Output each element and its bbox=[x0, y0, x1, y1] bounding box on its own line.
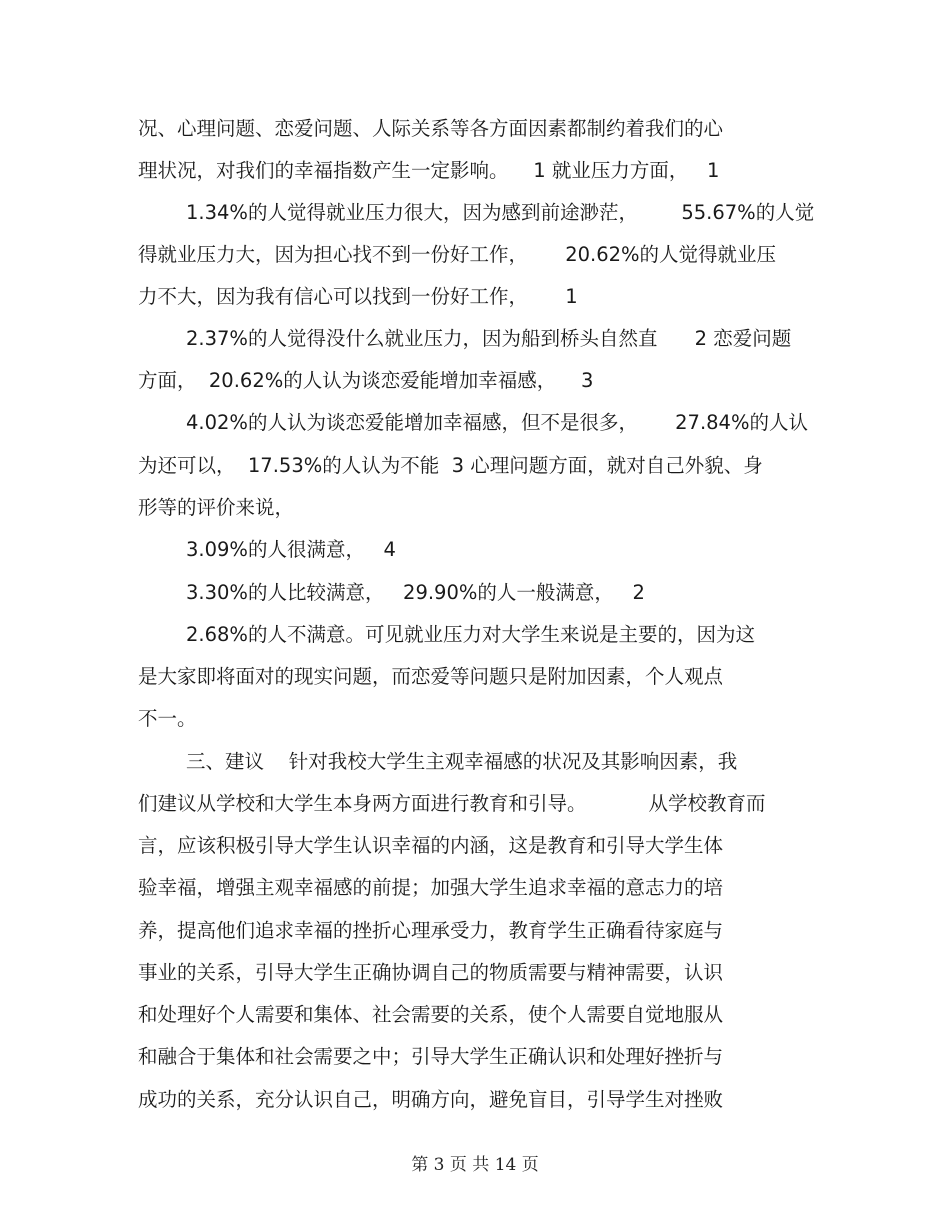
text-line: 况、心理问题、恋爱问题、人际关系等各方面因素都制约着我们的心 bbox=[138, 117, 724, 140]
text-line: 2.37%的人觉得没什么就业压力，因为船到桥头自然直 2 恋爱问题 bbox=[186, 327, 792, 350]
text-line: 力不大，因为我有信心可以找到一份好工作， 1 bbox=[138, 285, 578, 308]
text-line: 4.02%的人认为谈恋爱能增加幸福感，但不是很多， 27.84%的人认 bbox=[186, 411, 808, 434]
text-line: 言，应该积极引导大学生认识幸福的内涵，这是教育和引导大学生体 bbox=[138, 834, 724, 857]
text-line: 2.68%的人不满意。可见就业压力对大学生来说是主要的，因为这 bbox=[186, 623, 755, 646]
text-line: 方面， 20.62%的人认为谈恋爱能增加幸福感， 3 bbox=[138, 369, 594, 392]
text-line: 和处理好个人需要和集体、社会需要的关系，使个人需要自觉地服从 bbox=[138, 1003, 724, 1026]
text-line: 和融合于集体和社会需要之中；引导大学生正确认识和处理好挫折与 bbox=[138, 1045, 724, 1068]
text-line: 理状况，对我们的幸福指数产生一定影响。 1 就业压力方面， 1 bbox=[138, 159, 720, 182]
text-line: 3.09%的人很满意， 4 bbox=[186, 538, 396, 561]
text-line: 1.34%的人觉得就业压力很大，因为感到前途渺茫， 55.67%的人觉 bbox=[186, 201, 815, 224]
text-line: 事业的关系，引导大学生正确协调自己的物质需要与精神需要，认识 bbox=[138, 961, 724, 984]
text-line: 是大家即将面对的现实问题，而恋爱等问题只是附加因素，个人观点 bbox=[138, 665, 724, 688]
text-line: 3.30%的人比较满意， 29.90%的人一般满意， 2 bbox=[186, 581, 645, 604]
text-line: 验幸福，增强主观幸福感的前提；加强大学生追求幸福的意志力的培 bbox=[138, 876, 724, 899]
text-line: 得就业压力大，因为担心找不到一份好工作， 20.62%的人觉得就业压 bbox=[138, 243, 777, 266]
text-line: 为还可以， 17.53%的人认为不能 3 心理问题方面，就对自己外貌、身 bbox=[138, 454, 763, 477]
text-line: 形等的评价来说， bbox=[138, 496, 295, 519]
text-line: 不一。 bbox=[138, 707, 197, 730]
page-number-footer: 第 3 页 共 14 页 bbox=[411, 1155, 539, 1175]
text-line: 们建议从学校和大学生本身两方面进行教育和引导。 从学校教育而 bbox=[138, 792, 766, 815]
text-line: 成功的关系，充分认识自己，明确方向，避免盲目，引导学生对挫败 bbox=[138, 1088, 724, 1111]
text-line: 三、建议 针对我校大学生主观幸福感的状况及其影响因素，我 bbox=[186, 750, 738, 773]
text-line: 养，提高他们追求幸福的挫折心理承受力，教育学生正确看待家庭与 bbox=[138, 919, 724, 942]
